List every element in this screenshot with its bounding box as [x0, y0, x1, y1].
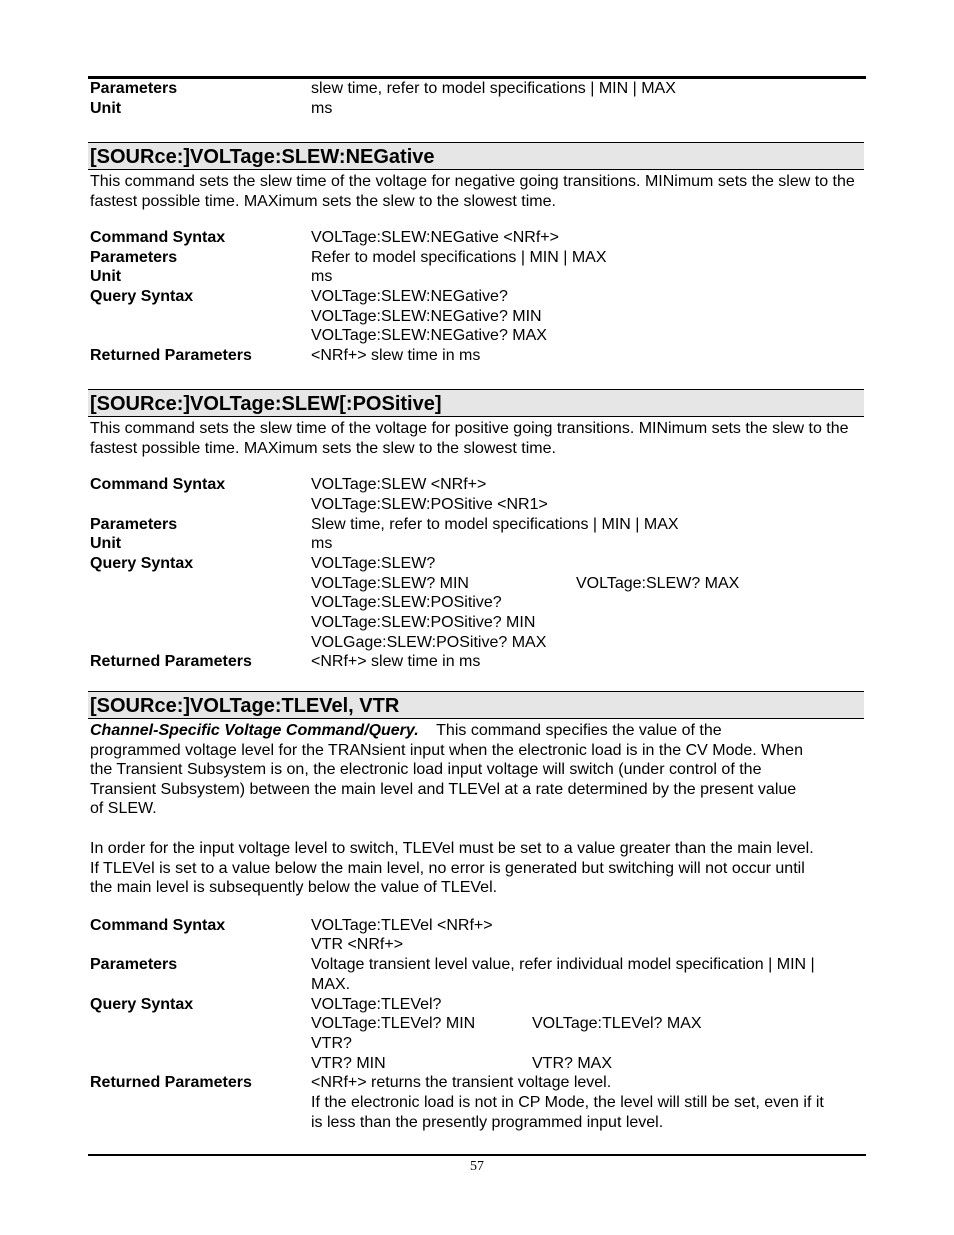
description-text: This command specifies the value of the [436, 722, 722, 739]
param-value: <NRf+> slew time in ms [311, 347, 481, 364]
param-row [90, 267, 866, 287]
param-label: Parameters [90, 956, 178, 973]
param-value: VOLTage:SLEW:POSitive? [311, 594, 502, 611]
param-value: ms [311, 268, 333, 285]
page-number: 57 [470, 1159, 484, 1174]
description-line: the Transient Subsystem is on, the electronic load input voltage will switch (under control of the [90, 761, 762, 778]
param-value: <NRf+> returns the transient voltage level. [311, 1074, 612, 1091]
intro-bold: Channel-Specific Voltage Command/Query. [90, 722, 419, 739]
param-label: Unit [90, 100, 122, 117]
description-line [90, 721, 872, 741]
param-row [90, 554, 866, 574]
param-row [90, 307, 866, 327]
param-value: VTR <NRf+> [311, 936, 404, 953]
param-row [90, 228, 866, 248]
param-value: VOLTage:TLEVel <NRf+> [311, 917, 493, 934]
param-value: VOLTage:TLEVel? MIN [311, 1015, 476, 1032]
param-row [90, 1073, 866, 1093]
param-value: VOLTage:SLEW:POSitive <NR1> [311, 496, 548, 513]
param-row [90, 346, 866, 366]
param-value: VOLTage:SLEW <NRf+> [311, 476, 487, 493]
param-label: Unit [90, 268, 122, 285]
param-row [90, 613, 866, 633]
description-line: programmed voltage level for the TRANsient input when the electronic load is in the CV Mode. When [90, 741, 803, 759]
param-label: Command Syntax [90, 917, 226, 934]
param-value: VOLTage:TLEVel? [311, 996, 442, 1013]
description-line: If TLEVel is set to a value below the main level, no error is generated but switching will not occur until [90, 859, 805, 877]
bottom-rule [88, 1154, 866, 1156]
description-line: of SLEW. [90, 800, 157, 817]
param-row [90, 935, 866, 955]
param-row [90, 326, 866, 346]
param-row [90, 652, 866, 672]
param-row [90, 1014, 866, 1034]
param-value-secondary: VOLTage:TLEVel? MAX [532, 1015, 702, 1032]
param-value: VOLTage:SLEW? [311, 555, 436, 572]
param-value-secondary: VOLTage:SLEW? MAX [576, 575, 740, 592]
param-label: Unit [90, 535, 122, 552]
description-line: In order for the input voltage level to switch, TLEVel must be set to a value greater than the main level. [90, 840, 814, 857]
param-value: VOLTage:SLEW:NEGative? [311, 288, 508, 305]
param-value: VTR? [311, 1035, 352, 1052]
param-value: is less than the presently programmed input level. [311, 1114, 664, 1131]
section-heading: [SOURce:]VOLTage:SLEW:NEGative [88, 142, 864, 170]
param-value: Slew time, refer to model specifications | MIN | MAX [311, 516, 679, 533]
param-row [90, 995, 866, 1015]
section-heading: [SOURce:]VOLTage:SLEW[:POSitive] [88, 389, 864, 417]
param-label: Parameters [90, 80, 178, 97]
param-row [90, 916, 866, 936]
param-label: Parameters [90, 516, 178, 533]
param-value: If the electronic load is not in CP Mode, the level will still be set, even if it [311, 1094, 824, 1111]
param-label: Returned Parameters [90, 1074, 252, 1091]
section-heading: [SOURce:]VOLTage:TLEVel, VTR [88, 691, 864, 719]
param-value: ms [311, 100, 333, 117]
param-value: MAX. [311, 976, 351, 993]
param-row [90, 574, 866, 594]
param-value: VTR? MIN [311, 1055, 386, 1072]
param-row [90, 1054, 866, 1074]
param-value-secondary: VTR? MAX [532, 1055, 613, 1072]
param-value: <NRf+> slew time in ms [311, 653, 481, 670]
param-label: Command Syntax [90, 229, 226, 246]
param-row [90, 495, 866, 515]
param-row [90, 79, 866, 99]
param-row [90, 1093, 866, 1113]
param-row [90, 287, 866, 307]
param-row [90, 593, 866, 613]
param-value: ms [311, 535, 333, 552]
section-description: This command sets the slew time of the voltage for negative going transitions. MINimum sets the slew to the fastest possible time. MAXimum sets the slew to the slowest time. [90, 173, 855, 210]
param-label: Returned Parameters [90, 653, 252, 670]
param-label: Query Syntax [90, 555, 194, 572]
param-row [90, 975, 866, 995]
param-row [90, 955, 866, 975]
param-value: VOLTage:SLEW:NEGative <NRf+> [311, 229, 559, 246]
param-row [90, 475, 866, 495]
param-value: VOLTage:SLEW:NEGative? MAX [311, 327, 547, 344]
section-description: This command sets the slew time of the voltage for positive going transitions. MINimum sets the slew to the fastest possible time. MAXimum sets the slew to the slowest time. [90, 420, 849, 457]
description-line: the main level is subsequently below the value of TLEVel. [90, 879, 498, 896]
param-value: Refer to model specifications | MIN | MAX [311, 249, 607, 266]
param-value: slew time, refer to model specifications | MIN | MAX [311, 80, 676, 97]
param-value: VOLTage:SLEW? MIN [311, 575, 469, 592]
param-row [90, 99, 866, 119]
param-row [90, 1034, 866, 1054]
param-label: Query Syntax [90, 996, 194, 1013]
param-row [90, 515, 866, 535]
param-row [90, 1113, 866, 1133]
section-description [90, 839, 872, 898]
param-label: Parameters [90, 249, 178, 266]
description-line: Transient Subsystem) between the main level and TLEVel at a rate determined by the present value [90, 780, 797, 798]
param-row [90, 248, 866, 268]
param-label: Query Syntax [90, 288, 194, 305]
param-row [90, 534, 866, 554]
section-description [90, 721, 872, 819]
param-value: VOLTage:SLEW:POSitive? MIN [311, 614, 536, 631]
param-value: VOLGage:SLEW:POSitive? MAX [311, 634, 547, 651]
param-value: VOLTage:SLEW:NEGative? MIN [311, 308, 542, 325]
param-label: Command Syntax [90, 476, 226, 493]
param-value: Voltage transient level value, refer individual model specification | MIN | [311, 956, 815, 973]
param-label: Returned Parameters [90, 347, 252, 364]
param-row [90, 633, 866, 653]
